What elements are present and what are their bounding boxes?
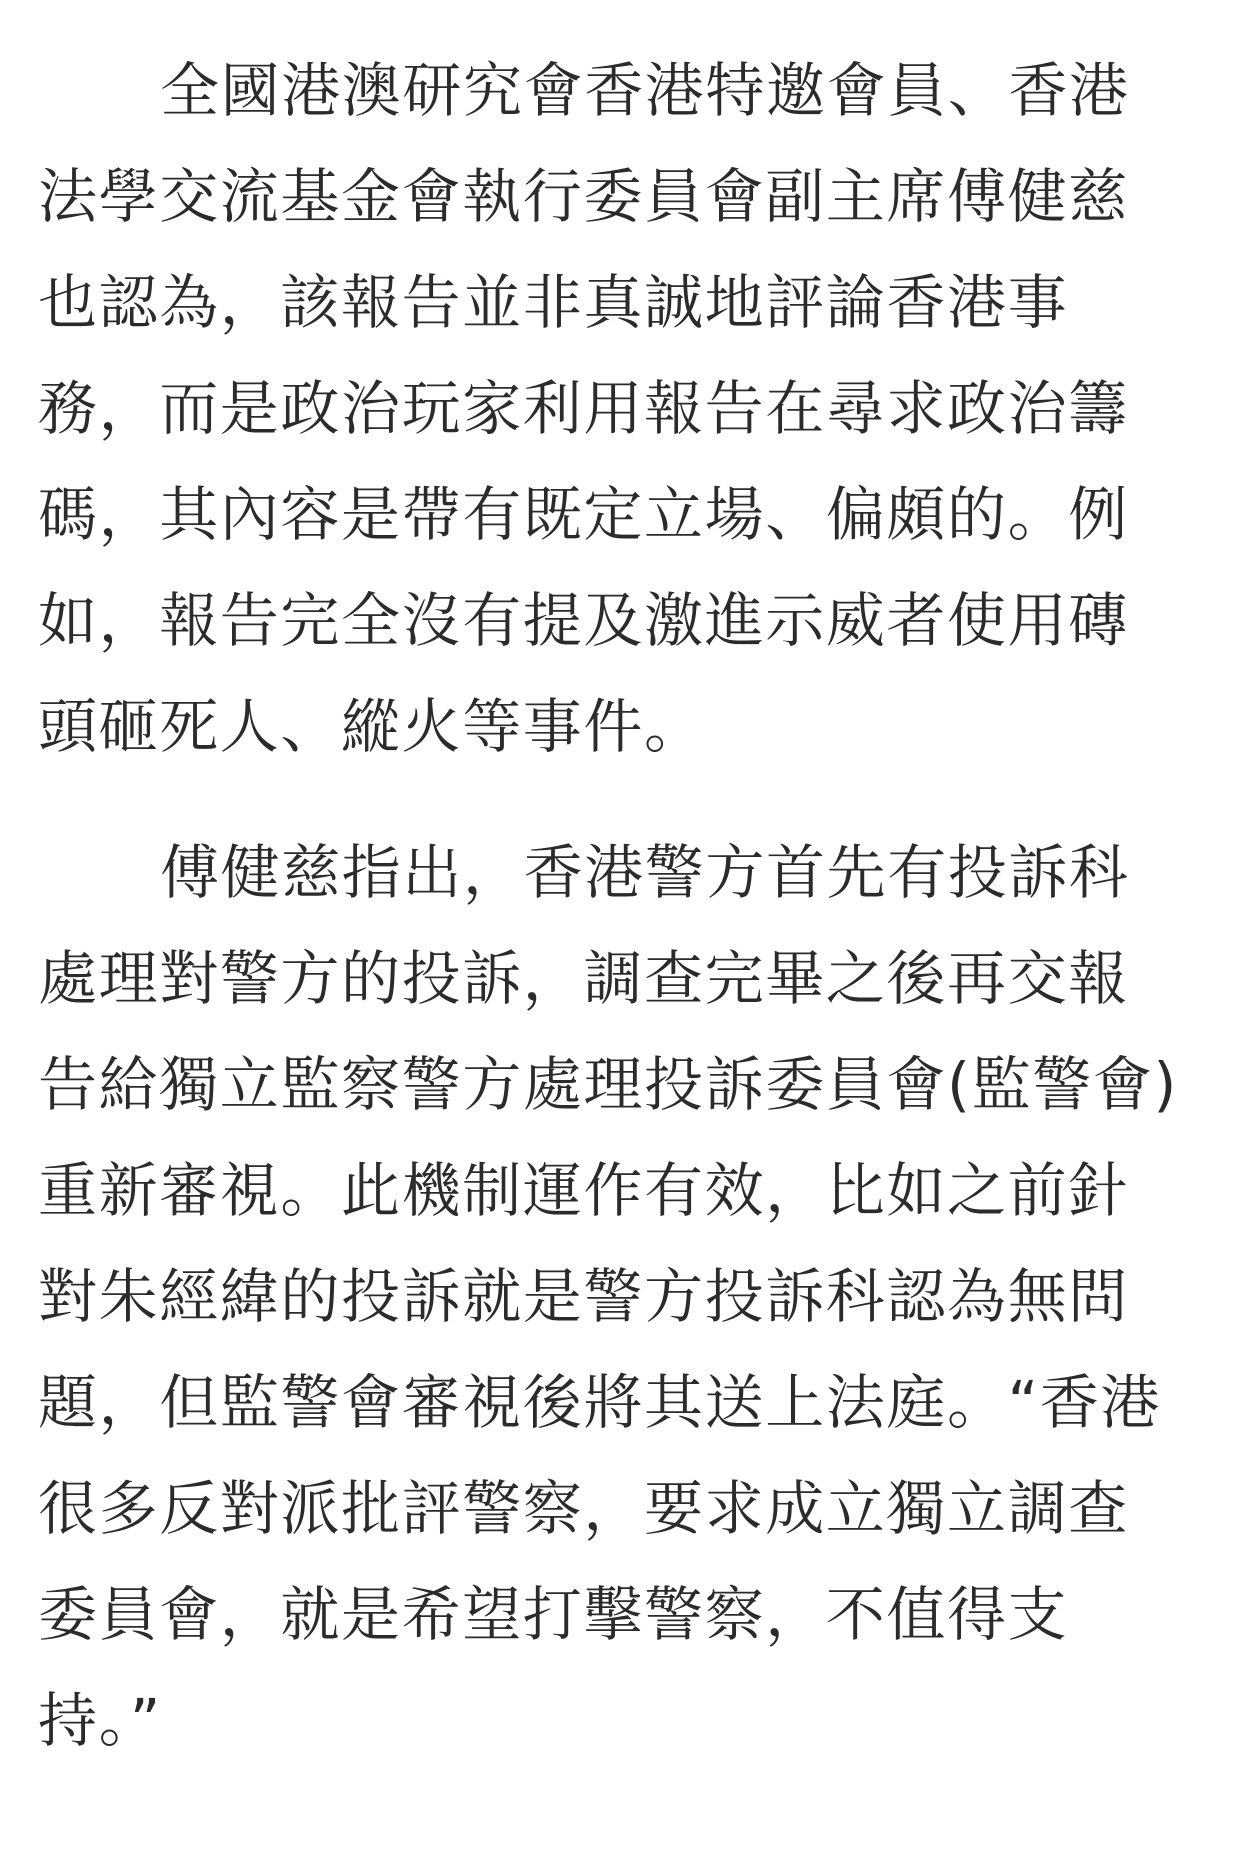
paragraph-2 — [38, 820, 1206, 1774]
text-line: 全國港澳研究會香港特邀會員、香港 — [160, 56, 1130, 125]
text-line: 頭砸死人、縱火等事件。 — [38, 692, 705, 761]
text-line: 題，但監警會審視後將其送上法庭。“香港 — [38, 1368, 1161, 1437]
text-line: 持。” — [38, 1686, 162, 1755]
text-line: 傅健慈指出，香港警方首先有投訴科 — [160, 838, 1130, 907]
text-line: 委員會，就是希望打擊警察，不值得支 — [38, 1580, 1069, 1649]
text-line: 如，報告完全沒有提及激進示威者使用磚 — [38, 586, 1129, 655]
text-line: 法學交流基金會執行委員會副主席傅健慈 — [38, 162, 1129, 231]
text-line: 告給獨立監察警方處理投訴委員會(監警會) — [38, 1050, 1179, 1119]
text-line: 很多反對派批評警察，要求成立獨立調查 — [38, 1474, 1129, 1543]
text-line: 也認為，該報告並非真誠地評論香港事 — [38, 268, 1069, 337]
text-line: 碼，其內容是帶有既定立場、偏頗的。例 — [38, 480, 1129, 549]
text-line: 重新審視。此機制運作有效，比如之前針 — [38, 1156, 1129, 1225]
text-line: 務，而是政治玩家利用報告在尋求政治籌 — [38, 374, 1129, 443]
text-line: 處理對警方的投訴，調查完畢之後再交報 — [38, 944, 1129, 1013]
paragraph-1 — [38, 38, 1206, 780]
text-line: 對朱經緯的投訴就是警方投訴科認為無問 — [38, 1262, 1129, 1331]
article-body — [38, 38, 1206, 1774]
